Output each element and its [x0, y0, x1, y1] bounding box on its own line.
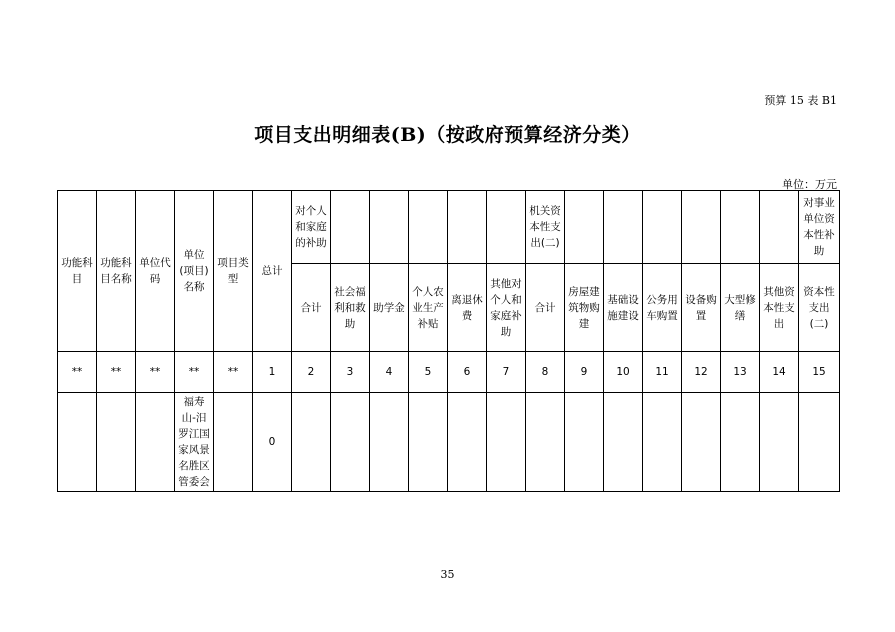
index-cell: 3: [331, 352, 370, 393]
index-cell: 8: [526, 352, 565, 393]
header-sub: 大型修缮: [721, 264, 760, 352]
index-cell: 13: [721, 352, 760, 393]
header-group-capital-expenditure: 机关资本性支出(二): [526, 191, 565, 264]
data-cell: [721, 393, 760, 492]
header-sub: 合计: [526, 264, 565, 352]
header-sub: 个人农业生产补贴: [409, 264, 448, 352]
header-empty: [448, 191, 487, 264]
index-cell: 11: [643, 352, 682, 393]
header-sub: 离退休费: [448, 264, 487, 352]
header-sub: 基础设施建设: [604, 264, 643, 352]
index-cell: 12: [682, 352, 721, 393]
table-number: 预算 15 表 B1: [764, 94, 837, 107]
index-cell: **: [136, 352, 175, 393]
index-cell: **: [214, 352, 253, 393]
header-func-code: 功能科目: [58, 191, 97, 352]
data-cell: [409, 393, 448, 492]
index-cell: 7: [487, 352, 526, 393]
index-cell: 4: [370, 352, 409, 393]
data-cell: [448, 393, 487, 492]
header-empty: [682, 191, 721, 264]
header-unit-code: 单位代码: [136, 191, 175, 352]
header-empty: [760, 191, 799, 264]
header-sub: 合计: [292, 264, 331, 352]
data-cell: [526, 393, 565, 492]
header-empty: [604, 191, 643, 264]
header-group-personal-subsidy: 对个人和家庭的补助: [292, 191, 331, 264]
header-empty: [565, 191, 604, 264]
header-sub: 公务用车购置: [643, 264, 682, 352]
table-row: [58, 393, 840, 492]
index-row: [58, 352, 840, 393]
header-sub: 社会福利和救助: [331, 264, 370, 352]
data-cell: [604, 393, 643, 492]
header-sub: 其他对个人和家庭补助: [487, 264, 526, 352]
header-sub: 助学金: [370, 264, 409, 352]
total-cell: 0: [253, 393, 292, 492]
header-project-type: 项目类型: [214, 191, 253, 352]
index-cell: 15: [799, 352, 840, 393]
header-empty: [487, 191, 526, 264]
header-empty: [643, 191, 682, 264]
unit-label: 单位：万元: [782, 178, 837, 191]
header-total: 总计: [253, 191, 292, 352]
index-cell: 6: [448, 352, 487, 393]
header-sub: 其他资本性支出: [760, 264, 799, 352]
header-empty: [331, 191, 370, 264]
header-sub: 资本性支出(二): [799, 264, 840, 352]
header-group-institution-capital: 对事业单位资本性补助: [799, 191, 840, 264]
page-title: 项目支出明细表(B)（按政府预算经济分类）: [254, 124, 641, 146]
header-unit-name: 单位(项目)名称: [175, 191, 214, 352]
header-empty: [370, 191, 409, 264]
index-cell: 14: [760, 352, 799, 393]
index-cell: **: [58, 352, 97, 393]
data-cell: [487, 393, 526, 492]
header-sub: 房屋建筑物购建: [565, 264, 604, 352]
data-cell: [58, 393, 97, 492]
data-cell: [565, 393, 604, 492]
index-cell: **: [175, 352, 214, 393]
header-empty: [721, 191, 760, 264]
expenditure-table: [57, 190, 840, 492]
index-cell: 9: [565, 352, 604, 393]
unit-name-cell: 福寿山-汨罗江国家风景名胜区管委会: [175, 393, 214, 492]
index-cell: 5: [409, 352, 448, 393]
data-cell: [214, 393, 253, 492]
index-cell: **: [97, 352, 136, 393]
index-cell: 10: [604, 352, 643, 393]
data-cell: [643, 393, 682, 492]
data-cell: [292, 393, 331, 492]
data-cell: [331, 393, 370, 492]
header-row-1: [58, 191, 840, 264]
data-cell: [97, 393, 136, 492]
data-cell: [760, 393, 799, 492]
data-cell: [136, 393, 175, 492]
data-cell: [682, 393, 721, 492]
header-empty: [409, 191, 448, 264]
page-number: 35: [440, 568, 455, 581]
data-cell: [799, 393, 840, 492]
header-func-name: 功能科目名称: [97, 191, 136, 352]
data-cell: [370, 393, 409, 492]
index-cell: 1: [253, 352, 292, 393]
header-sub: 设备购置: [682, 264, 721, 352]
index-cell: 2: [292, 352, 331, 393]
